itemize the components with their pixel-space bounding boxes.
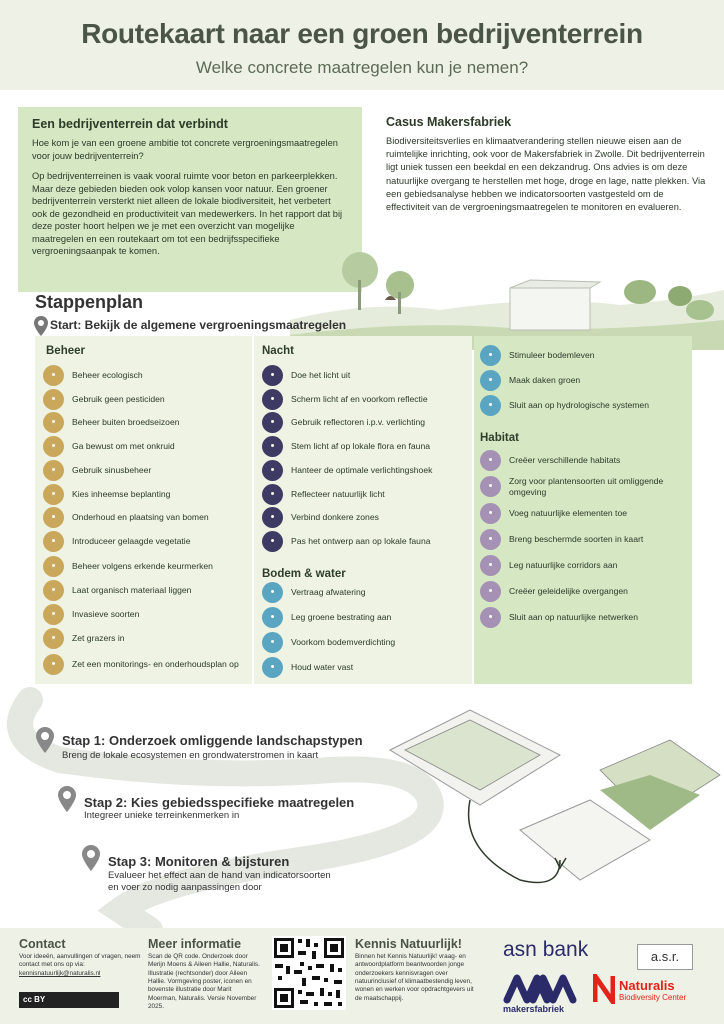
weed-icon: • [43, 436, 64, 457]
soil-icon: • [262, 632, 283, 653]
water-icon: • [262, 657, 283, 678]
habitat-item [480, 476, 685, 497]
beheer-item-label: Beheer buiten broedseizoen [72, 417, 180, 428]
nacht-item [262, 436, 467, 457]
moth-icon: • [262, 531, 283, 552]
beheer-item [43, 654, 243, 675]
bodem-item-label: Houd water vast [291, 662, 354, 673]
nacht-item [262, 389, 467, 410]
habitat-item-label: Zorg voor plantensoorten uit omliggende omgeving [509, 476, 664, 497]
intro-title: Een bedrijventerrein dat verbindt [32, 117, 228, 131]
nacht-item [262, 412, 467, 433]
nacht-item [262, 460, 467, 481]
casus-section [386, 115, 706, 214]
bodem-item [262, 582, 467, 603]
beheer-item [43, 389, 243, 410]
nacht-item [262, 365, 467, 386]
page-subtitle: Welke concrete maatregelen kun je nemen? [195, 58, 529, 77]
bodem-item [262, 657, 467, 678]
nacht-item [262, 484, 467, 505]
stappenplan-title: Stappenplan [35, 292, 144, 312]
drop-icon: • [480, 395, 501, 416]
shield-light-icon: • [262, 389, 283, 410]
beheer-item-label: Gebruik geen pesticiden [72, 394, 165, 405]
mowing-icon: • [43, 460, 64, 481]
nest-icon: • [43, 412, 64, 433]
casus-title: Casus Makersfabriek [386, 115, 512, 129]
rain-icon: • [262, 582, 283, 603]
beheer-item-label: Ga bewust om met onkruid [72, 441, 175, 452]
cow-icon: • [43, 628, 64, 649]
rechts-item [480, 345, 685, 366]
beheer-item-label: Zet grazers in [72, 633, 125, 644]
habitat-item [480, 607, 685, 628]
landscape-illustration [290, 240, 724, 350]
bodem-item-label: Leg groene bestrating aan [291, 612, 392, 623]
tree-icon: • [43, 507, 64, 528]
beheer-item [43, 484, 243, 505]
log-icon: • [43, 580, 64, 601]
beheer-item-label: Laat organisch materiaal liggen [72, 585, 192, 596]
habitat-item [480, 581, 685, 602]
corridor-icon: • [480, 555, 501, 576]
beheer-item-label: Gebruik sinusbeheer [72, 465, 152, 476]
habitat-icon: • [480, 450, 501, 471]
angle-icon: • [262, 460, 283, 481]
beheer-item-label: Kies inheemse beplanting [72, 489, 171, 500]
naturalis-subtitle: Biodiversity Center [619, 993, 687, 1002]
invasive-icon: • [43, 604, 64, 625]
habitat-title: Habitat [480, 432, 519, 444]
leaf-icon: • [43, 365, 64, 386]
beheer-item [43, 531, 243, 552]
start-pin-icon [34, 316, 48, 336]
dark-zone-icon: • [262, 507, 283, 528]
clipboard-icon: • [43, 654, 64, 675]
bird-icon: • [480, 529, 501, 550]
habitat-item-label: Voeg natuurlijke elementen toe [509, 508, 628, 519]
beheer-item [43, 580, 243, 601]
habitat-item [480, 555, 685, 576]
rechts-item [480, 395, 685, 416]
step-3-title: Stap 3: Monitoren & bijsturen [108, 854, 290, 869]
rechts-item [480, 370, 685, 391]
intro-body: Op bedrijventerreinen is vaak vooral ruimte voor beton en parkeerplekken. Maar deze gebieden bieden ook volop kansen voor natuur. Een groener bedrijventerrein versterkt niet alleen de lokale biodiversiteit, het verbetert ook de gezondheid en productiviteit van medewerkers. In het rapport dat bij deze poster hoort helpen we je met een overzicht van mogelijke maatregelen en een routekaart om tot een bedrijfsspecifieke vergroeningsaanpak te komen. [32, 171, 343, 257]
flower-icon: • [480, 476, 501, 497]
light-off-icon: • [262, 365, 283, 386]
worm-icon: • [480, 345, 501, 366]
step-1-text: Breng de lokale ecosystemen en grondwaterstromen in kaart [62, 750, 319, 761]
habitat-item [480, 503, 685, 524]
bodem-item-label: Voorkom bodemverdichting [291, 637, 396, 648]
rechts-item-label: Sluit aan op hydrologische systemen [509, 400, 649, 411]
beheer-item-label: Invasieve soorten [72, 609, 140, 620]
moon-icon: • [262, 484, 283, 505]
makersfabriek-logo-text: makersfabriek [503, 1004, 565, 1014]
bodem-item [262, 607, 467, 628]
bat-icon: • [262, 436, 283, 457]
beheer-item [43, 365, 243, 386]
rechts-item-label: Maak daken groen [509, 375, 581, 386]
beheer-title: Beheer [46, 345, 85, 357]
step-2-pin-icon [58, 786, 76, 812]
naturalis-n-icon [593, 974, 615, 1004]
page-title: Routekaart naar een groen bedrijventerrein [81, 18, 643, 49]
step-1-pin-icon [36, 727, 54, 753]
habitat-item-label: Sluit aan op natuurlijke netwerken [509, 612, 638, 623]
beheer-item [43, 436, 243, 457]
intro-question: Hoe kom je van een groene ambitie tot concrete vergroeningsmaatregelen voor jouw bedrijventerrein? [32, 138, 338, 161]
qr-code[interactable] [272, 936, 346, 1010]
habitat-item-label: Breng beschermde soorten in kaart [509, 534, 644, 545]
layers-icon: • [43, 531, 64, 552]
habitat-item-label: Creëer geleidelijke overgangen [509, 586, 628, 597]
bee-icon: • [480, 503, 501, 524]
habitat-item [480, 450, 685, 471]
beheer-item [43, 604, 243, 625]
kennis-text: Binnen het Kennis Natuurlijk! vraag- en antwoordplatform beantwoorden jonge onderzoekers kennisvragen over natuurinclusief of klimaatbestendig leven, wonen en werken voor opdrachtgevers uit de maatschappij. [355, 953, 474, 1002]
seal-icon: • [43, 556, 64, 577]
asn-bank-logo: asn bank [503, 938, 589, 961]
beheer-item [43, 507, 243, 528]
beheer-item-label: Zet een monitorings- en onderhoudsplan op [72, 659, 239, 670]
start-label: Start: Bekijk de algemene vergroeningsmaatregelen [50, 318, 347, 332]
nacht-item [262, 507, 467, 528]
naturalis-name: Naturalis [619, 978, 675, 993]
habitat-item [480, 529, 685, 550]
step-2-title: Stap 2: Kies gebiedsspecifieke maatregelen [84, 795, 355, 810]
beheer-item [43, 628, 243, 649]
step-3-pin-icon [82, 845, 100, 871]
plant-icon: • [43, 484, 64, 505]
beheer-item [43, 412, 243, 433]
habitat-item-label: Leg natuurlijke corridors aan [509, 560, 618, 571]
nacht-item-label: Doe het licht uit [291, 370, 351, 381]
step-2-text: Integreer unieke terreinkenmerken in [84, 810, 240, 821]
contact-title: Contact [19, 937, 66, 951]
beheer-item-label: Beheer volgens erkende keurmerken [72, 561, 213, 572]
nacht-item-label: Stem licht af op lokale flora en fauna [291, 441, 431, 452]
nacht-item-label: Reflecteer natuurlijk licht [291, 489, 385, 500]
contact-text: Voor ideeën, aanvullingen of vragen, neem contact met ons op via: [19, 953, 141, 969]
nacht-item-label: Hanteer de optimale verlichtingshoek [291, 465, 433, 476]
nacht-item-label: Pas het ontwerp aan op lokale fauna [291, 536, 431, 547]
beheer-item [43, 556, 243, 577]
reflector-icon: • [262, 412, 283, 433]
contact-email-link[interactable]: kennisnatuurlijk@naturalis.nl [19, 970, 101, 977]
transition-icon: • [480, 581, 501, 602]
habitat-item-label: Creëer verschillende habitats [509, 455, 621, 466]
step-3-text-2: en voer zo nodig aanpassingen door [108, 882, 262, 893]
bodem-item-label: Vertraag afwatering [291, 587, 366, 598]
meer-informatie-title: Meer informatie [148, 937, 242, 951]
step-3-text: Evalueer het effect aan de hand van indicatorsoorten [108, 870, 331, 881]
casus-body: Biodiversiteitsverlies en klimaatverandering stellen nieuwe eisen aan de ruimtelijke inrichting, ook voor de Makersfabriek in Zwolle. Dit bedrijventerrein ligt uniek tussen een beekdal en een dekzandrug. Ons advies is om deze natuurlijke overgang te herstellen met hoge, droge en lage, natte plekken. Via een gebiedsanalyse hebben we indicatorsoorten vastgesteld om de effectiviteit van de vergroeningsmaatregelen te monitoren en evalueren. [386, 136, 706, 212]
network-icon: • [480, 607, 501, 628]
beheer-item [43, 460, 243, 481]
paving-icon: • [262, 607, 283, 628]
green-roof-icon: • [480, 370, 501, 391]
step-1-title: Stap 1: Onderzoek omliggende landschapstypen [62, 733, 363, 748]
nacht-item-label: Gebruik reflectoren i.p.v. verlichting [291, 417, 426, 428]
rechts-item-label: Stimuleer bodemleven [509, 350, 595, 361]
beheer-item-label: Introduceer gelaagde vegetatie [72, 536, 191, 547]
beheer-item-label: Beheer ecologisch [72, 370, 143, 381]
nacht-title: Nacht [262, 345, 294, 357]
kennis-title: Kennis Natuurlijk! [355, 937, 462, 951]
nacht-item [262, 531, 467, 552]
bodem-title: Bodem & water [262, 568, 346, 580]
bodem-item [262, 632, 467, 653]
asr-logo: a.s.r. [637, 944, 693, 970]
naturalis-logo [593, 972, 703, 1018]
cc-license-badge: cc BY [19, 992, 119, 1008]
beheer-item-label: Onderhoud en plaatsing van bomen [72, 512, 209, 523]
nacht-item-label: Scherm licht af en voorkom reflectie [291, 394, 428, 405]
meer-informatie-text: Scan de QR code. Onderzoek door Merijn Moens & Aileen Hallie, Naturalis. Illustratie (rechtsonder) door Aileen Hallie. Vormgeving poster, iconen en bovenste illustratie door Marit Moerman, Naturalis. Versie November 2025. [148, 953, 260, 1010]
no-spray-icon: • [43, 389, 64, 410]
nacht-item-label: Verbind donkere zones [291, 512, 379, 523]
